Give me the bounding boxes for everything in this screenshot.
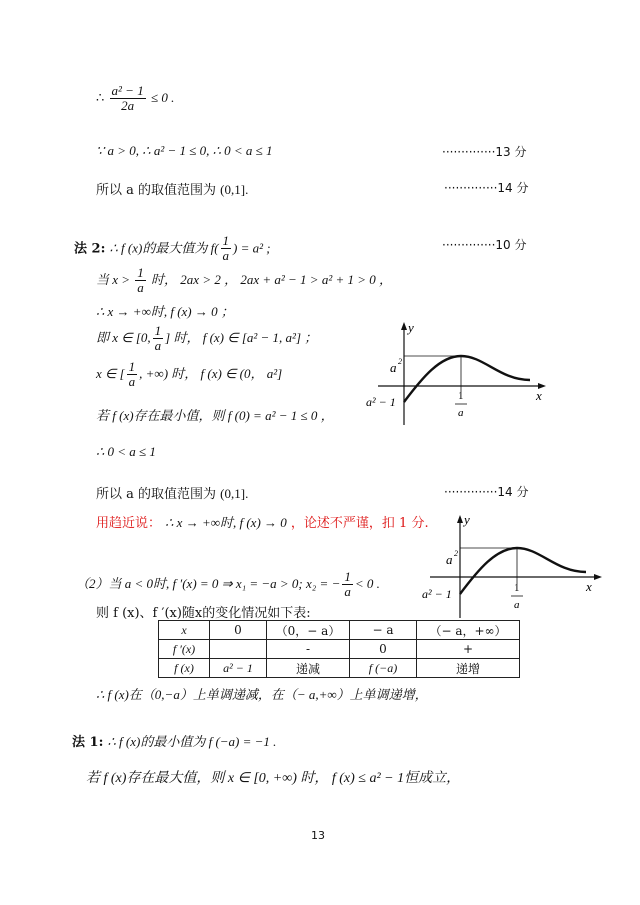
- numerator: 1: [154, 323, 162, 338]
- fraction: [221, 234, 232, 264]
- relation: ≤ 0 .: [150, 89, 175, 105]
- method-2-label: 法 2:: [74, 241, 106, 257]
- line-7-a: 即 x ∈ [0,: [96, 329, 151, 345]
- x-axis-label: x: [536, 388, 542, 403]
- table-cell: a² − 1: [210, 659, 267, 678]
- line-3-math: (0,1].: [220, 182, 249, 197]
- line-1: [96, 84, 174, 114]
- numerator: 1: [344, 569, 351, 584]
- fraction: [153, 324, 164, 354]
- denominator: a: [128, 374, 136, 390]
- red-note-prefix: 用趋近说：: [96, 516, 162, 531]
- line-3: [96, 179, 248, 198]
- max-value-sup: 2: [398, 357, 402, 366]
- method-2-line: [74, 234, 271, 264]
- tick-num: 1: [514, 582, 520, 594]
- max-value-label: a: [446, 552, 453, 567]
- table-cell: x: [159, 621, 210, 640]
- line-13: [76, 570, 380, 600]
- line-14: 则 f (x)、f ′(x)随x的变化情况如下表:: [96, 606, 311, 621]
- line-17: 若 f (x)存在最大值，则 x ∈ [0, +∞) 时， f (x) ≤ a² − 1恒成立，: [86, 771, 461, 786]
- function-graph-1: [360, 320, 550, 430]
- line-5: [96, 266, 392, 296]
- table-cell: 0: [350, 640, 417, 659]
- score-14-a: ··············14 分: [444, 181, 529, 195]
- numerator: a² − 1: [111, 83, 144, 98]
- therefore-symbol: ∴: [96, 89, 105, 105]
- line-15: ∴ f (x)在（0,−a）上单调递减，在（− a,+∞）上单调递增，: [96, 687, 428, 702]
- variation-table: [158, 620, 520, 678]
- y-axis-arrow: [401, 322, 407, 330]
- red-note-math: ∴ x → +∞时, f (x) → 0: [165, 515, 287, 530]
- line-16-text: ∴ f (x)的最小值为 f (−a) = −1 .: [107, 734, 277, 749]
- line-2: ∵ a > 0, ∴ a² − 1 ≤ 0, ∴ 0 < a ≤ 1: [96, 143, 273, 158]
- table-cell: 递减: [267, 659, 350, 678]
- line-9: 若 f (x)存在最小值，则 f (0) = a² − 1 ≤ 0 ，: [96, 408, 334, 423]
- tick-den: a: [458, 407, 464, 419]
- table-cell: 递增: [417, 659, 520, 678]
- function-graph-2: [416, 510, 606, 620]
- table-row: [159, 640, 520, 659]
- table-cell: f (−a): [350, 659, 417, 678]
- table-cell: − a: [350, 621, 417, 640]
- line-5-a: 当 x >: [96, 271, 131, 287]
- line-11-math: (0,1].: [220, 486, 249, 501]
- curve: [404, 356, 530, 402]
- score-14-b: ··············14 分: [444, 485, 529, 499]
- table-cell: （− a，+∞）: [417, 621, 520, 640]
- x-axis-arrow: [594, 574, 602, 580]
- line-7-b: ] 时， f (x) ∈ [a² − 1, a²] ；: [165, 329, 318, 345]
- table-cell: f (x): [159, 659, 210, 678]
- line-13-b: < 0 .: [354, 575, 380, 591]
- fraction: [127, 360, 138, 390]
- table-row: [159, 659, 520, 678]
- intercept-label: a² − 1: [422, 587, 452, 601]
- line-8-a: x ∈ [: [96, 365, 125, 381]
- line-12: [96, 512, 429, 531]
- y-axis-label: y: [408, 320, 414, 335]
- page-number: 13: [311, 829, 325, 842]
- score-13: ··············13 分: [442, 145, 527, 159]
- line-13-a: （2）当 a < 0时, f ′(x) = 0 ⇒ x₁ = −a > 0; x₂ = −: [76, 575, 341, 591]
- table-cell: +: [417, 640, 520, 659]
- method-2-text: ∴ f (x)的最大值为 f(: [109, 240, 219, 256]
- table-cell: -: [267, 640, 350, 659]
- x-axis-label: x: [586, 579, 592, 594]
- fraction: [135, 266, 146, 296]
- intercept-label: a² − 1: [366, 395, 396, 409]
- table-cell: （0，− a）: [267, 621, 350, 640]
- fraction: [110, 84, 146, 114]
- line-10: ∴ 0 < a ≤ 1: [96, 444, 156, 459]
- score-10: ··············10 分: [442, 238, 527, 252]
- max-value-label: a: [390, 360, 397, 375]
- table-row: [159, 621, 520, 640]
- method-1-label: 法 1:: [72, 735, 104, 750]
- line-5-b: 时， 2ax > 2 ， 2ax + a² − 1 > a² + 1 > 0 ，: [151, 271, 393, 287]
- denominator: a: [344, 584, 351, 600]
- method-2-tail: ) = a² ;: [233, 240, 271, 256]
- tick-den: a: [514, 599, 520, 611]
- numerator: 1: [137, 265, 144, 280]
- line-11: [96, 483, 248, 502]
- line-3-text: 所以 a 的取值范围为: [96, 183, 217, 198]
- denominator: a: [137, 280, 144, 296]
- denominator: a: [222, 248, 230, 264]
- fraction: [342, 570, 353, 600]
- red-note-suffix: ，论述不严谨，扣 1 分.: [290, 516, 429, 531]
- line-8: [96, 360, 282, 390]
- curve: [460, 548, 586, 594]
- line-8-b: , +∞) 时， f (x) ∈ (0， a²]: [139, 365, 283, 381]
- line-16: [72, 731, 276, 750]
- table-cell: [210, 640, 267, 659]
- y-axis-arrow: [457, 515, 463, 523]
- table-cell: 0: [210, 621, 267, 640]
- numerator: 1: [128, 359, 136, 374]
- denominator: a: [154, 338, 162, 354]
- line-7: [96, 324, 317, 354]
- line-11-text: 所以 a 的取值范围为: [96, 487, 217, 502]
- numerator: 1: [222, 233, 230, 248]
- table-cell: f ′(x): [159, 640, 210, 659]
- tick-num: 1: [458, 390, 464, 402]
- denominator: 2a: [121, 98, 135, 114]
- max-value-sup: 2: [454, 549, 458, 558]
- y-axis-label: y: [464, 512, 470, 527]
- line-6: ∴ x → +∞时, f (x) → 0 ；: [96, 304, 234, 319]
